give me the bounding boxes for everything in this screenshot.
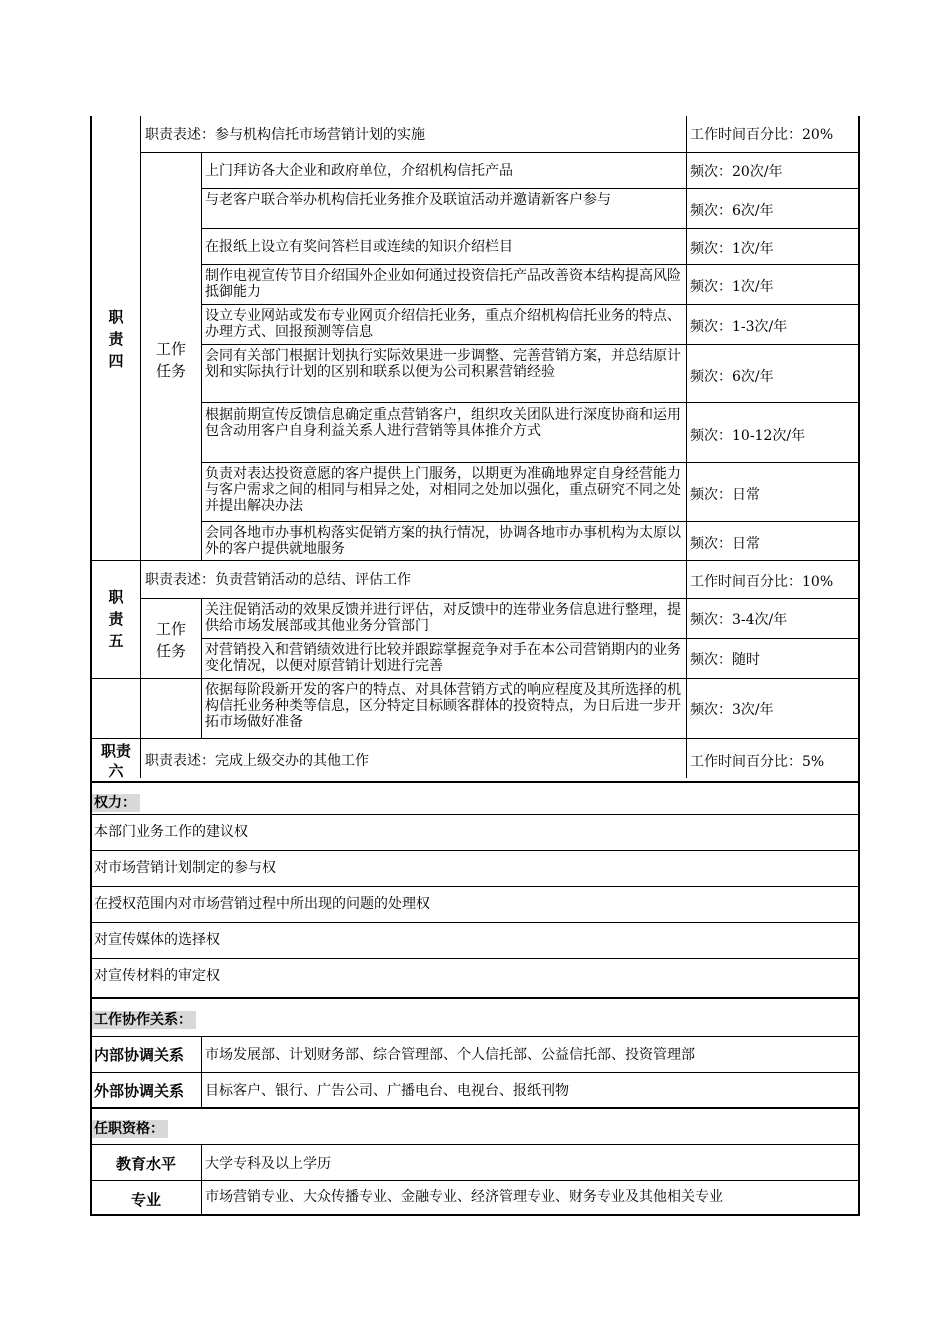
- divider: [201, 638, 858, 639]
- authority-item: 对宣传材料的审定权: [94, 968, 220, 984]
- divider: [201, 462, 858, 463]
- divider: [90, 1072, 858, 1073]
- divider: [90, 781, 860, 783]
- divider: [90, 1144, 858, 1145]
- external-relations-label: 外部协调关系: [94, 1082, 185, 1100]
- task-text: 在报纸上设立有奖问答栏目或连续的知识介绍栏目: [205, 239, 513, 255]
- divider: [201, 344, 858, 345]
- task-frequency: 频次：1次/年: [690, 241, 774, 257]
- duty-4-description: 职责表述：参与机构信托市场营销计划的实施: [145, 127, 425, 143]
- task-frequency: 频次：10-12次/年: [690, 428, 806, 444]
- authority-item: 在授权范围内对市场营销过程中所出现的问题的处理权: [94, 896, 430, 912]
- duty-6-time-percentage: 工作时间百分比：5%: [690, 754, 825, 770]
- task-text: 负责对表达投资意愿的客户提供上门服务，以期更为准确地界定自身经营能力与客户需求之间的相同与相异之处，对相同之处加以强化，重点研究不同之处并提出解决办法: [205, 466, 681, 514]
- relations-header: 工作协作关系：: [92, 1011, 196, 1029]
- duty-4-label: 职 责 四: [108, 308, 124, 370]
- divider: [90, 678, 858, 679]
- task-frequency: 频次：随时: [690, 652, 760, 668]
- authority-item: 本部门业务工作的建议权: [94, 824, 248, 840]
- table-border-right: [858, 116, 860, 1216]
- task-frequency: 频次：3次/年: [690, 702, 774, 718]
- divider: [201, 678, 202, 738]
- duty-5-description: 职责表述：负责营销活动的总结、评估工作: [145, 572, 411, 588]
- internal-relations-label: 内部协调关系: [94, 1046, 185, 1064]
- divider: [201, 304, 858, 305]
- divider: [201, 152, 202, 560]
- divider: [140, 598, 858, 599]
- task-frequency: 频次：3-4次/年: [690, 612, 788, 628]
- task-frequency: 频次：6次/年: [690, 369, 774, 385]
- task-text: 制作电视宣传节目介绍国外企业如何通过投资信托产品改善资本结构提高风险抵御能力: [205, 268, 681, 300]
- qualifications-header: 任职资格：: [92, 1120, 168, 1138]
- authority-item: 对市场营销计划制定的参与权: [94, 860, 276, 876]
- duty-5-task-label: 工作 任务: [155, 620, 186, 660]
- divider: [201, 402, 858, 403]
- task-text: 依据每阶段新开发的客户的特点、对具体营销方式的响应程度及其所选择的机构信托业务种类等信息，区分特定目标顾客群体的投资特点，为日后进一步开拓市场做好准备: [205, 682, 681, 730]
- external-relations-value: 目标客户、银行、广告公司、广播电台、电视台、报纸刊物: [205, 1083, 569, 1099]
- divider: [90, 850, 858, 851]
- task-frequency: 频次：1-3次/年: [690, 319, 788, 335]
- divider: [201, 228, 858, 229]
- divider: [201, 521, 858, 522]
- divider: [90, 886, 858, 887]
- table-border-left: [90, 116, 92, 1216]
- divider: [90, 1180, 858, 1181]
- task-text: 会同有关部门根据计划执行实际效果进一步调整、完善营销方案，并总结原计划和实际执行计划的区别和联系以便为公司积累营销经验: [205, 348, 681, 380]
- major-value: 市场营销专业、大众传播专业、金融专业、经济管理专业、财务专业及其他相关专业: [205, 1189, 723, 1205]
- task-text: 与老客户联合举办机构信托业务推介及联谊活动并邀请新客户参与: [205, 192, 611, 208]
- task-frequency: 频次：20次/年: [690, 164, 783, 180]
- task-frequency: 频次：日常: [690, 536, 760, 552]
- duty-5-time-percentage: 工作时间百分比：10%: [690, 574, 834, 590]
- divider: [90, 922, 858, 923]
- authority-item: 对宣传媒体的选择权: [94, 932, 220, 948]
- education-label: 教育水平: [115, 1155, 176, 1173]
- task-frequency: 频次：1次/年: [690, 279, 774, 295]
- task-frequency: 频次：6次/年: [690, 203, 774, 219]
- education-value: 大学专科及以上学历: [205, 1156, 331, 1172]
- duty-6-label: 职责 六: [100, 742, 131, 780]
- divider: [90, 1107, 860, 1109]
- divider: [90, 1214, 860, 1216]
- task-text: 根据前期宣传反馈信息确定重点营销客户，组织攻关团队进行深度协商和运用包含动用客户自身利益关系人进行营销等具体推介方式: [205, 407, 681, 439]
- divider: [90, 1036, 858, 1037]
- duty-4-task-label: 工作 任务: [155, 340, 186, 380]
- divider: [140, 152, 858, 153]
- task-text: 设立专业网站或发布专业网页介绍信托业务，重点介绍机构信托业务的特点、办理方式、回报预测等信息: [205, 308, 681, 340]
- major-label: 专业: [130, 1191, 161, 1209]
- duty-6-description: 职责表述：完成上级交办的其他工作: [145, 753, 369, 769]
- duty-4-time-percentage: 工作时间百分比：20%: [690, 127, 834, 143]
- authority-header: 权力：: [92, 794, 140, 812]
- divider: [90, 738, 858, 739]
- divider: [201, 264, 858, 265]
- task-frequency: 频次：日常: [690, 487, 760, 503]
- divider: [90, 958, 858, 959]
- task-text: 对营销投入和营销绩效进行比较并跟踪掌握竞争对手在本公司营销期内的业务变化情况，以便对原营销计划进行完善: [205, 642, 681, 674]
- divider: [90, 560, 858, 561]
- task-text: 关注促销活动的效果反馈并进行评估，对反馈中的连带业务信息进行整理，提供给市场发展部或其他业务分管部门: [205, 602, 681, 634]
- divider: [90, 997, 860, 999]
- divider: [201, 188, 858, 189]
- task-text: 上门拜访各大企业和政府单位，介绍机构信托产品: [205, 163, 513, 179]
- task-text: 会同各地市办事机构落实促销方案的执行情况，协调各地市办事机构为太原以外的客户提供就地服务: [205, 525, 681, 557]
- internal-relations-value: 市场发展部、计划财务部、综合管理部、个人信托部、公益信托部、投资管理部: [205, 1047, 695, 1063]
- divider: [90, 814, 858, 815]
- duty-5-label: 职 责 五: [108, 588, 124, 650]
